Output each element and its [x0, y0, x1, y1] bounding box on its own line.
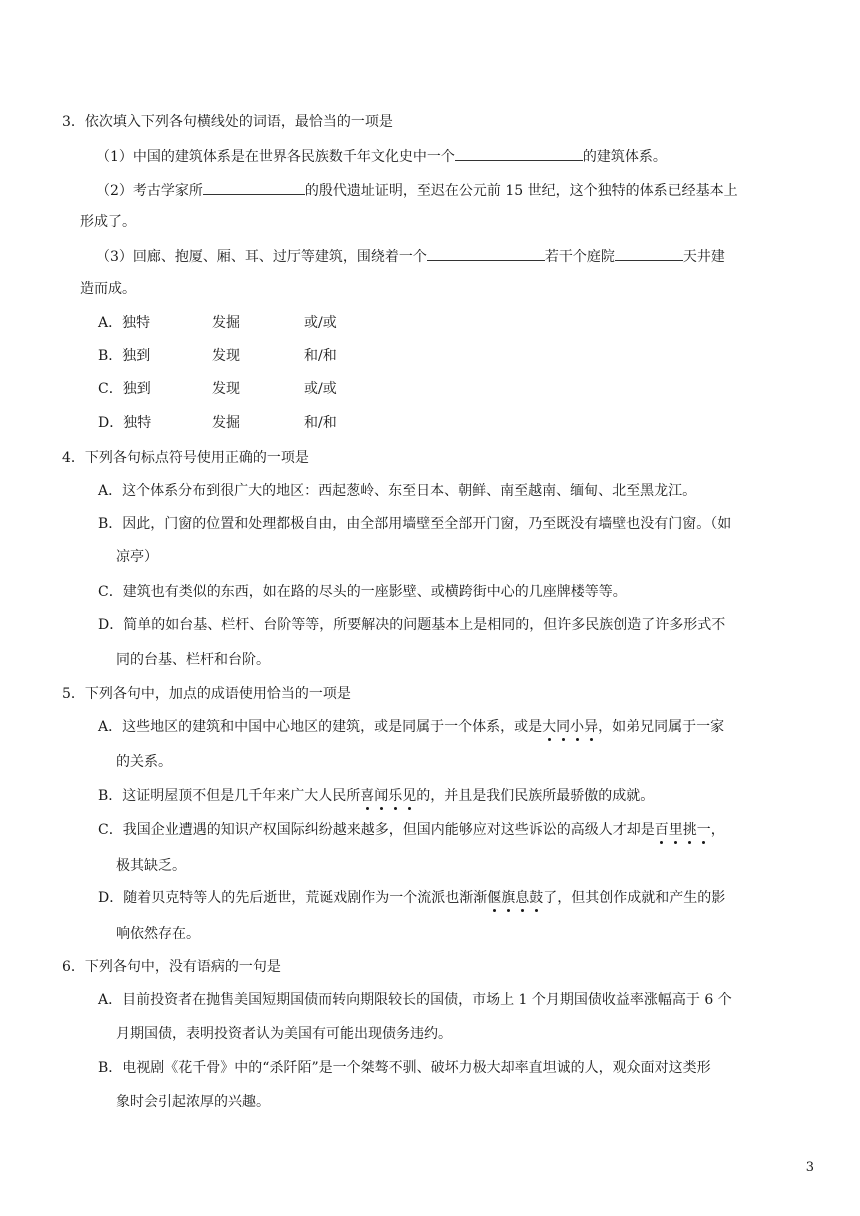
q4-option-d-cont: 同的台基、栏杆和台阶。 — [116, 652, 270, 668]
emphasis-dot-char: 偃 — [487, 890, 502, 906]
emphasis-dot-char: 大 — [542, 719, 557, 735]
emphasis-dot-char: 旗 — [501, 890, 516, 906]
q3-sentence-3 — [96, 246, 725, 267]
q6-stem: 6．下列各句中，没有语病的一句是 — [62, 959, 281, 975]
emphasis-dot-char: 同 — [556, 719, 571, 735]
q3-blank-2[interactable] — [203, 180, 305, 195]
emphasis-dot-char: 息 — [515, 890, 530, 906]
q3-sentence-1 — [96, 146, 667, 167]
q4-option-a[interactable]: A．这个体系分布到很广大的地区：西起葱岭、东至日本、朝鲜、南至越南、缅甸、北至黑龙江。 — [98, 483, 697, 499]
emphasis-dot-char: 挑 — [682, 822, 697, 838]
q4-option-b-cont: 凉亭） — [116, 549, 158, 565]
q3-option-b[interactable] — [98, 346, 337, 366]
option-word-3: 或/或 — [304, 381, 337, 397]
q3-sentence-3-cont: 造而成。 — [80, 281, 136, 297]
q5-option-d[interactable] — [98, 888, 725, 908]
option-text: A．这些地区的建筑和中国中心地区的建筑，或是同属于一个体系，或是 — [98, 719, 543, 735]
emphasized-idiom — [655, 822, 711, 838]
q3-s3-mid: 若干个庭院 — [544, 249, 615, 265]
emphasis-dot-char: 里 — [668, 822, 683, 838]
option-word-2: 发现 — [212, 381, 240, 397]
option-word-2: 发掘 — [212, 315, 240, 331]
emphasis-dot-char: 见 — [402, 788, 417, 804]
q3-s1-text-end: 的建筑体系。 — [582, 149, 667, 165]
option-label: B．独到 — [98, 348, 151, 364]
option-text: C．我国企业遭遇的知识产权国际纠纷越来越多，但国内能够应对这些诉讼的高级人才却是 — [98, 822, 655, 838]
q5-option-c-cont: 极其缺乏。 — [116, 858, 186, 874]
emphasized-idiom — [487, 890, 543, 906]
option-text: D．随着贝克特等人的先后逝世，荒诞戏剧作为一个流派也渐渐 — [98, 890, 488, 906]
q3-option-a[interactable] — [98, 313, 337, 333]
option-text: B．这证明屋顶不但是几千年来广大人民所 — [98, 788, 361, 804]
option-label: D．独特 — [98, 415, 152, 431]
q3-stem: 3．依次填入下列各句横线处的词语，最恰当的一项是 — [62, 114, 393, 130]
emphasized-idiom — [360, 788, 416, 804]
q3-s1-text: （1）中国的建筑体系是在世界各民族数千年文化史中一个 — [96, 149, 455, 165]
q4-option-c[interactable]: C．建筑也有类似的东西，如在路的尽头的一座影壁、或横跨街中心的几座牌楼等等。 — [98, 584, 627, 600]
option-text-end: 了，但其创作成就和产生的影 — [543, 890, 726, 906]
q3-s3-text-end: 天井建 — [682, 249, 725, 265]
option-label: C．独到 — [98, 381, 151, 397]
option-text-end: 的，并且是我们民族所最骄傲的成就。 — [416, 788, 655, 804]
q5-option-d-cont: 响依然存在。 — [116, 926, 200, 942]
emphasis-dot-char: 乐 — [388, 788, 403, 804]
q3-s3-text: （3）回廊、抱厦、厢、耳、过厅等建筑，围绕着一个 — [96, 249, 427, 265]
q4-option-b[interactable]: B．因此，门窗的位置和处理都极自由，由全部用墙壁至全部开门窗，乃至既没有墙壁也没有门窗。（如 — [98, 516, 732, 532]
q5-option-c[interactable] — [98, 820, 725, 840]
q6-option-b-cont: 象时会引起浓厚的兴趣。 — [116, 1094, 270, 1110]
emphasis-dot-char: 异 — [584, 719, 599, 735]
q6-option-b[interactable]: B．电视剧《花千骨》中的“杀阡陌”是一个桀骜不驯、破坏力极大却率直坦诚的人，观众面对这类形 — [98, 1060, 711, 1076]
emphasis-dot-char: 闻 — [374, 788, 389, 804]
emphasis-dot-char: 鼓 — [529, 890, 544, 906]
emphasis-dot-char: 小 — [570, 719, 585, 735]
q6-option-a[interactable]: A．目前投资者在抛售美国短期国债而转向期限较长的国债，市场上 1 个月期国债收益率涨幅高于 6 个 — [98, 992, 732, 1008]
q5-option-a-cont: 的关系。 — [116, 754, 172, 770]
q3-option-c[interactable] — [98, 379, 337, 399]
emphasis-dot-char: 喜 — [360, 788, 375, 804]
q3-sentence-2-cont: 形成了。 — [80, 214, 136, 230]
q3-blank-4[interactable] — [615, 246, 683, 261]
q6-option-a-cont: 月期国债，表明投资者认为美国有可能出现债务违约。 — [116, 1026, 452, 1042]
option-word-3: 或/或 — [304, 315, 337, 331]
option-label: A．独特 — [98, 315, 151, 331]
q4-stem: 4．下列各句标点符号使用正确的一项是 — [62, 450, 309, 466]
emphasis-dot-char: 百 — [654, 822, 669, 838]
option-text-end: ， — [710, 822, 725, 838]
q5-option-a[interactable] — [98, 717, 724, 737]
q3-s2-text-end: 的殷代遗址证明，至迟在公元前 15 世纪，这个独特的体系已经基本上 — [304, 183, 738, 199]
option-word-3: 和/和 — [304, 415, 337, 431]
q3-blank-1[interactable] — [455, 146, 583, 161]
q3-option-d[interactable] — [98, 413, 337, 433]
q4-option-d[interactable]: D．简单的如台基、栏杆、台阶等等，所要解决的问题基本上是相同的，但许多民族创造了许多形式不 — [98, 617, 726, 633]
q5-stem: 5．下列各句中，加点的成语使用恰当的一项是 — [62, 686, 351, 702]
emphasis-dot-char: 一 — [696, 822, 711, 838]
emphasized-idiom — [542, 719, 598, 735]
q5-option-b[interactable] — [98, 786, 654, 806]
option-word-2: 发现 — [212, 348, 240, 364]
option-word-2: 发掘 — [212, 415, 240, 431]
q3-s2-text: （2）考古学家所 — [96, 183, 203, 199]
page-number: 3 — [805, 1160, 814, 1175]
option-text-end: ，如弟兄同属于一家 — [598, 719, 725, 735]
q3-blank-3[interactable] — [427, 246, 545, 261]
q3-sentence-2 — [96, 180, 738, 201]
option-word-3: 和/和 — [304, 348, 337, 364]
